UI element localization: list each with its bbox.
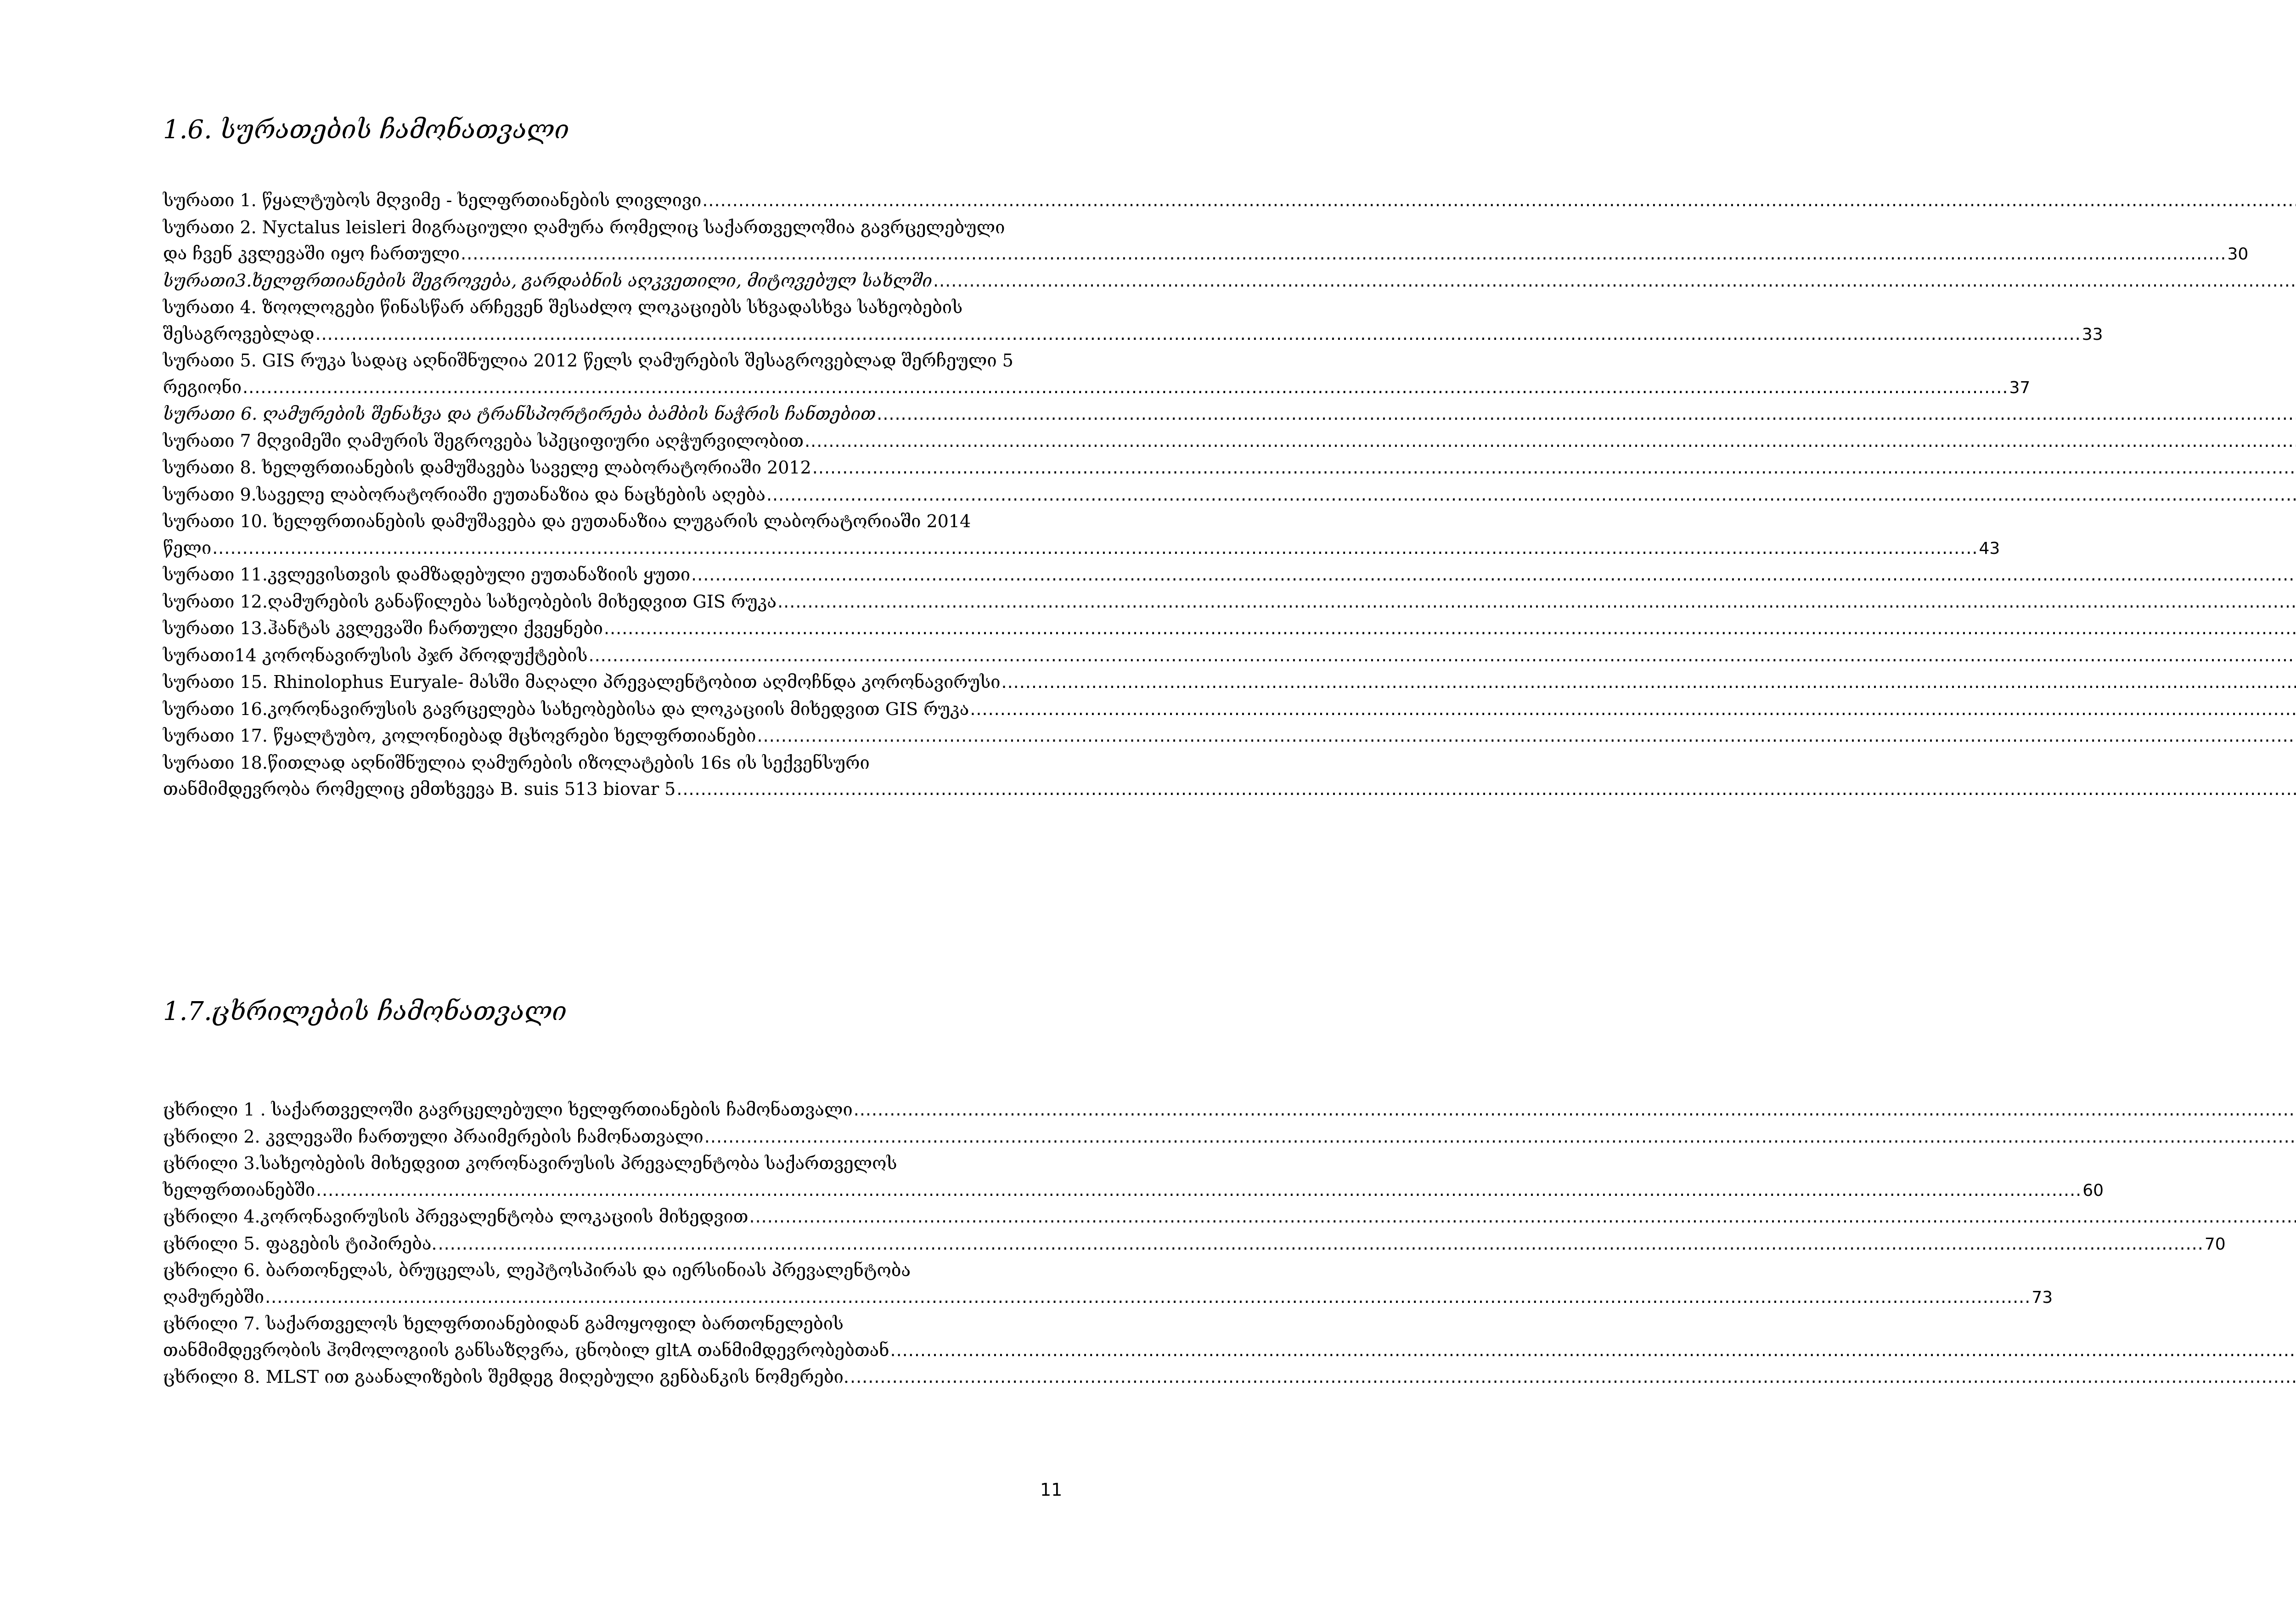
entry-title-line: სურათი 11.კვლევისთვის დამზადებული ეუთანაზიის ყუთი [163,564,691,585]
dot-leader [1001,669,2296,696]
figure-toc-entry[interactable] [163,348,2031,401]
dot-leader [589,642,2296,669]
entry-last-line [163,428,1056,455]
figure-toc-entry[interactable] [163,750,1056,803]
dot-leader [315,321,2081,348]
dot-leader [704,1124,2296,1150]
entry-title-line: სურათი 10. ხელფრთიანების დამუშავება და ეუთანაზია ლუგარის ლაბორატორიაში 2014 [163,511,971,531]
dot-leader [777,589,2296,615]
dot-leader [604,615,2296,642]
dot-leader [854,1097,2296,1123]
entry-title-line: სურათი 6. ღამურების შენახვა და ტრანსპორტირება ბამბის ნაჭრის ჩანთებით [163,404,876,424]
entry-title-line: სურათი3.ხელფრთიანების შეგროვება, გარდაბნის აღკვეთილი, მიტოვებულ სახლში [163,270,932,291]
figure-toc-entry[interactable] [163,589,1056,616]
entry-title-line: ცხრილი 6. ბართონელას, ბრუცელას, ლეპტოსპირას და იერსინიას პრევალენტობა [163,1260,911,1280]
entry-last-line [163,187,1056,214]
entry-last-line [163,401,1056,428]
entry-last-line [163,455,1056,482]
dot-leader [749,1204,2296,1230]
entry-last-line [163,1364,1056,1391]
entry-title-line: წელი [163,537,212,558]
entry-page-number: 37 [2009,378,2031,397]
entry-last-line [163,1097,1056,1124]
entry-title-line: ცხრილი 7. საქართველოს ხელფრთიანებიდან გამოყოფილ ბართონელების [163,1313,844,1334]
entry-title-line: სურათი 2. Nyctalus leisleri მიგრაციული ღამურა რომელიც საქართველოშია გავრცელებული [163,217,1005,237]
entry-last-line [163,589,1056,616]
entry-title-line: სურათი 5. GIS რუკა სადაც აღნიშნულია 2012 წელს ღამურების შესაგროვებლად შერჩეული 5 [163,350,1013,371]
table-toc-entry[interactable] [163,1097,1056,1124]
page-number: 11 [1040,1480,1063,1500]
figure-toc-entry[interactable] [163,187,1056,214]
table-toc-entry[interactable] [163,1364,1056,1391]
entry-title-line: ღამურებში [163,1286,264,1307]
table-toc-entry[interactable] [163,1124,1056,1151]
entry-last-line [163,482,1056,509]
figures-list [163,187,2249,803]
table-toc-entry[interactable] [163,1231,2226,1258]
dot-leader [461,241,2226,267]
figure-toc-entry[interactable] [163,268,1056,295]
entry-title-line: სურათი 12.ღამურების განაწილება სახეობების მიხედვით GIS რუკა [163,591,777,612]
entry-page-number: 60 [2082,1181,2104,1200]
dot-leader [438,1231,2204,1257]
figures-list-heading: 1.6. სურათების ჩამონათვალი [163,115,569,145]
tables-list-heading: 1.7.ცხრილების ჩამონათვალი [163,997,567,1026]
dot-leader [805,428,2296,455]
figure-toc-entry[interactable] [163,615,1056,642]
entry-page-number: 73 [2032,1288,2053,1307]
dot-leader [933,268,2296,294]
figure-toc-entry[interactable] [163,562,1056,589]
dot-leader [890,1337,2296,1364]
table-toc-entry[interactable] [163,1150,2104,1204]
entry-title-line: სურათი14 კორონავირუსის პჯრ პროდუქტების [163,645,588,665]
dot-leader [316,1177,2082,1204]
dot-leader [970,696,2296,723]
entry-title-line: შესაგროვებლად [163,323,315,344]
entry-last-line [163,1124,1056,1151]
entry-last-line [163,1204,1056,1231]
entry-title-line: სურათი 18.წითლად აღნიშნულია ღამურების იზოლატების 16s ის სექვენსური [163,752,870,773]
entry-last-line [163,374,2031,401]
entry-title-line: სურათი 17. წყალტუბო, კოლონიებად მცხოვრები ხელფრთიანები [163,726,756,746]
tables-list [163,1097,2226,1391]
entry-title-line: თანმიმდევრობა რომელიც ემთხვევა B. suis 513 biovar 5 [163,779,676,799]
entry-page-number: 43 [1979,539,2000,558]
entry-last-line [163,321,2103,348]
figure-toc-entry[interactable] [163,294,2103,348]
entry-title-line: რეგიონი [163,377,242,397]
entry-last-line [163,723,1056,750]
dot-leader [850,1364,2296,1391]
entry-title-line: ხელფრთიანებში [163,1179,315,1200]
dot-leader [212,535,1978,562]
dot-leader [757,723,2296,749]
dot-leader [265,1284,2031,1311]
entry-last-line [163,615,1056,642]
entry-last-line [163,268,1056,295]
figure-toc-entry[interactable] [163,669,1056,696]
entry-last-line [163,1177,2104,1204]
entry-title-line: სურათი 9.საველე ლაბორატორიაში ეუთანაზია და ნაცხების აღება [163,484,765,505]
dot-leader [676,776,2296,803]
entry-title-line: თანმიმდევრობის ჰომოლოგიის განსაზღვრა, ცნობილ gltA თანმიმდევრობებთან [163,1340,889,1360]
figure-toc-entry[interactable] [163,401,1056,428]
entry-title-line: სურათი 1. წყალტუბოს მღვიმე - ხელფრთიანების ლივლივი [163,190,702,210]
entry-title-line: სურათი 8. ხელფრთიანების დამუშავება საველე ლაბორატორიაში 2012 [163,457,811,478]
dot-leader [702,187,2296,214]
dot-leader [766,482,2296,508]
entry-title-line: ცხრილი 5. ფაგების ტიპირება. [163,1233,437,1254]
table-toc-entry[interactable] [163,1204,1056,1231]
entry-title-line: სურათი 7 მღვიმეში ღამურის შეგროვება სპეციფიური აღჭურვილობით [163,430,804,451]
entry-last-line [163,241,2249,268]
entry-title-line: ცხრილი 2. კვლევაში ჩართული პრაიმერების ჩამონათვალი [163,1126,703,1147]
entry-page-number: 70 [2204,1234,2226,1254]
entry-page-number: 33 [2082,325,2103,344]
entry-title-line: სურათი 13.ჰანტას კვლევაში ჩართული ქვეყნები [163,618,603,638]
entry-last-line [163,642,1056,670]
figure-toc-entry[interactable] [163,455,1056,482]
entry-title-line: ცხრილი 4.კორონავირუსის პრევალენტობა ლოკაციის მიხედვით [163,1206,748,1227]
entry-last-line [163,669,1056,696]
entry-title-line: ცხრილი 8. MLST ით გაანალიზების შემდეგ მიღებული გენბანკის ნომერები. [163,1367,850,1387]
entry-title-line: ცხრილი 3.სახეობების მიხედვით კორონავირუსის პრევალენტობა საქართველოს [163,1153,897,1173]
entry-title-line: სურათი 16.კორონავირუსის გავრცელება სახეობებისა და ლოკაციის მიხედვით GIS რუკა [163,698,969,719]
entry-last-line [163,1284,2053,1311]
dot-leader [812,455,2296,481]
dot-leader [877,401,2296,428]
figure-toc-entry[interactable] [163,508,2000,562]
entry-last-line [163,776,1056,803]
table-toc-entry[interactable] [163,1257,2053,1311]
entry-title-line: სურათი 15. Rhinolophus Euryale- მასში მაღალი პრევალენტობით აღმოჩნდა კორონავირუსი [163,672,1001,692]
figure-toc-entry[interactable] [163,214,2249,268]
figure-toc-entry[interactable] [163,723,1056,750]
figure-toc-entry[interactable] [163,428,1056,455]
figure-toc-entry[interactable] [163,482,1056,509]
figure-toc-entry[interactable] [163,642,1056,670]
entry-last-line [163,1337,1056,1364]
figure-toc-entry[interactable] [163,696,1056,723]
dot-leader [242,374,2008,401]
entry-page-number: 30 [2227,245,2249,264]
entry-title-line: სურათი 4. ზოოლოგები წინასწარ არჩევენ შესაძლო ლოკაციებს სხვადასხვა სახეობების [163,297,963,317]
entry-title-line: ცხრილი 1 . საქართველოში გავრცელებული ხელფრთიანების ჩამონათვალი [163,1099,853,1120]
dot-leader [691,562,2296,588]
entry-title-line: და ჩვენ კვლევაში იყო ჩართული [163,243,460,264]
table-toc-entry[interactable] [163,1311,1056,1364]
entry-last-line [163,696,1056,723]
entry-last-line [163,1231,2226,1258]
entry-last-line [163,535,2000,562]
entry-last-line [163,562,1056,589]
